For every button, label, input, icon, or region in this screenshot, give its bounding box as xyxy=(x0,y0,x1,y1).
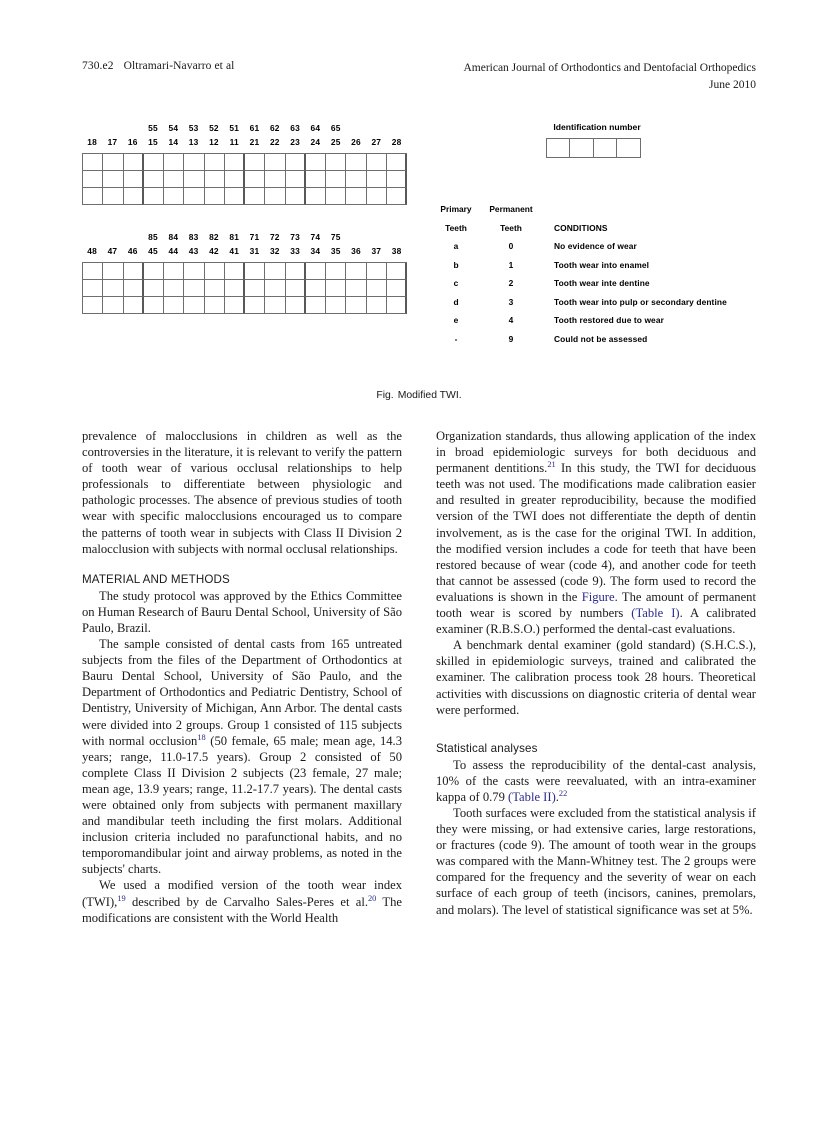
upper-grid-cell[interactable] xyxy=(265,188,285,205)
conditions-row xyxy=(430,260,756,279)
upper-grid-cell[interactable] xyxy=(286,188,306,205)
upper-primary-tooth-8: 61 xyxy=(249,123,260,133)
lower-primary-tooth-8: 71 xyxy=(249,232,260,242)
condition-primary-code: a xyxy=(453,241,459,251)
identification-number-box[interactable] xyxy=(617,139,641,158)
condition-description: Tooth restored due to wear xyxy=(554,315,664,325)
lower-grid-cell[interactable] xyxy=(103,263,123,280)
lower-grid-cell[interactable] xyxy=(265,280,285,297)
condition-permanent-code: 2 xyxy=(508,278,514,288)
lower-grid-row xyxy=(83,280,407,297)
upper-grid-cell[interactable] xyxy=(103,171,123,188)
upper-permanent-tooth-10: 23 xyxy=(290,137,300,147)
lower-grid-cell[interactable] xyxy=(286,263,306,280)
lower-grid-cell[interactable] xyxy=(164,297,184,314)
upper-grid-cell[interactable] xyxy=(387,188,407,205)
lower-grid-cell[interactable] xyxy=(205,280,225,297)
upper-grid-row xyxy=(83,188,407,205)
upper-grid-row xyxy=(83,171,407,188)
upper-grid-cell[interactable] xyxy=(184,154,204,171)
upper-grid-cell[interactable] xyxy=(124,188,144,205)
conditions-row xyxy=(430,241,756,260)
figure-caption-label: Fig. xyxy=(376,390,394,401)
conditions-rows xyxy=(430,241,756,352)
upper-grid-cell[interactable] xyxy=(387,154,407,171)
conditions-table xyxy=(430,204,756,352)
lower-grid-row xyxy=(83,263,407,280)
lower-permanent-tooth-1: 47 xyxy=(107,246,118,256)
upper-primary-tooth-4: 54 xyxy=(168,123,179,133)
upper-permanent-tooth-8: 21 xyxy=(249,137,260,147)
upper-grid-cell[interactable] xyxy=(286,154,306,171)
condition-primary-code: e xyxy=(453,315,459,325)
upper-grid-cell[interactable] xyxy=(265,171,285,188)
lower-grid-cell[interactable] xyxy=(103,297,123,314)
lower-primary-tooth-15 xyxy=(386,231,406,244)
lower-primary-tooth-0 xyxy=(82,231,102,244)
para-tooth-surfaces: Tooth surfaces were excluded from the statistical analysis if they were missing, or had extensive caries, large restorations, or fractures (code 9). The amount of tooth wear in the groups was compared with the Mann-Whitney test. The 2 groups were compared for the frequency and the severity of wear on each surface of each group of teeth (incisors, canines, premolars, and molars). The level of statistical significance was set at 5%. xyxy=(436,805,756,917)
figure-caption-text: Modified TWI. xyxy=(397,390,462,401)
upper-grid-cell[interactable] xyxy=(346,171,366,188)
conditions-row xyxy=(430,315,756,334)
upper-grid-cell[interactable] xyxy=(205,188,225,205)
lower-primary-tooth-2 xyxy=(123,231,143,244)
running-head-left xyxy=(82,60,234,72)
para-twi-text-b: described by de Carvalho Sales-Peres et al. xyxy=(125,894,368,909)
upper-grid-cell[interactable] xyxy=(326,171,346,188)
lower-grid-cell[interactable] xyxy=(245,280,265,297)
upper-grid-cell[interactable] xyxy=(225,188,245,205)
lower-primary-tooth-5: 83 xyxy=(188,232,199,242)
permanent-header-line1: Permanent xyxy=(489,204,533,214)
upper-grid-cell[interactable] xyxy=(144,171,164,188)
upper-permanent-tooth-0: 18 xyxy=(87,137,97,147)
citation-18[interactable]: 18 xyxy=(197,732,206,742)
upper-permanent-tooth-9: 22 xyxy=(269,137,280,147)
lower-grid-cell[interactable] xyxy=(124,297,144,314)
conditions-header-row-2 xyxy=(430,223,756,242)
upper-grid-cell[interactable] xyxy=(245,154,265,171)
charts-spacer xyxy=(82,205,407,231)
para-study-protocol: The study protocol was approved by the Ethics Committee on Human Research of Bauru Dental School, University of São Paulo, Brazil. xyxy=(82,588,402,635)
conditions-row xyxy=(430,278,756,297)
upper-permanent-tooth-6: 12 xyxy=(209,137,219,147)
upper-primary-tooth-6: 52 xyxy=(209,123,219,133)
upper-permanent-tooth-1: 17 xyxy=(107,137,118,147)
lower-grid-cell[interactable] xyxy=(225,297,245,314)
para-reproducibility xyxy=(436,757,756,805)
lower-primary-tooth-3: 85 xyxy=(148,232,158,242)
para-twi-text-a: We used a modified version of the tooth wear index (TWI), xyxy=(82,878,402,909)
upper-permanent-tooth-12: 25 xyxy=(330,137,341,147)
lower-grid-cell[interactable] xyxy=(265,263,285,280)
para-repro-text-b: . xyxy=(555,789,559,804)
para-repro-text-a: To assess the reproducibility of the dental-cast analysis, 10% of the casts were reevaluated, with an intra-examiner kappa of 0.79 xyxy=(436,757,756,804)
upper-permanent-teeth-labels xyxy=(82,136,407,149)
lower-permanent-tooth-0: 48 xyxy=(87,246,97,256)
upper-grid-cell[interactable] xyxy=(225,154,245,171)
lower-grid-cell[interactable] xyxy=(387,280,407,297)
lower-permanent-tooth-2: 46 xyxy=(127,246,138,256)
lower-grid-cell[interactable] xyxy=(124,280,144,297)
upper-grid-cell[interactable] xyxy=(245,171,265,188)
lower-permanent-tooth-12: 35 xyxy=(330,246,341,256)
lower-permanent-tooth-3: 45 xyxy=(148,246,158,256)
upper-primary-tooth-1 xyxy=(102,122,122,135)
upper-primary-tooth-14 xyxy=(366,122,386,135)
tooth-charts xyxy=(82,122,407,314)
lower-permanent-tooth-6: 42 xyxy=(209,246,219,256)
upper-grid-cell[interactable] xyxy=(184,171,204,188)
upper-grid-cell[interactable] xyxy=(367,154,387,171)
lower-permanent-tooth-13: 36 xyxy=(351,246,361,256)
upper-grid-cell[interactable] xyxy=(326,154,346,171)
lower-grid-cell[interactable] xyxy=(367,280,387,297)
para-organization xyxy=(436,428,756,637)
lower-grid-cell[interactable] xyxy=(387,263,407,280)
para-org-text-c: . The amount of permanent tooth wear is scored by numbers xyxy=(436,589,756,621)
condition-primary-code: b xyxy=(453,259,459,270)
lower-primary-tooth-11: 74 xyxy=(310,232,321,242)
lower-permanent-tooth-14: 37 xyxy=(371,246,382,256)
condition-permanent-code: 9 xyxy=(508,333,514,344)
condition-description: No evidence of wear xyxy=(554,241,637,251)
lower-grid-cell[interactable] xyxy=(225,263,245,280)
upper-grid-cell[interactable] xyxy=(103,154,123,171)
lower-grid-cell[interactable] xyxy=(367,297,387,314)
left-column xyxy=(82,428,402,926)
figure-right-panel xyxy=(430,122,756,344)
upper-grid-cell[interactable] xyxy=(265,154,285,171)
upper-grid-cell[interactable] xyxy=(286,171,306,188)
lower-grid-cell[interactable] xyxy=(205,263,225,280)
condition-permanent-code: 3 xyxy=(508,296,514,307)
heading-statistical-analyses: Statistical analyses xyxy=(436,741,538,755)
link-table-1[interactable]: (Table I) xyxy=(631,606,680,621)
lower-permanent-teeth-labels xyxy=(82,245,407,258)
lower-grid-cell[interactable] xyxy=(286,297,306,314)
upper-grid-cell[interactable] xyxy=(367,188,387,205)
lower-grid-cell[interactable] xyxy=(144,280,164,297)
upper-grid-cell[interactable] xyxy=(205,171,225,188)
lower-grid-cell[interactable] xyxy=(346,297,366,314)
para-org-text-b: In this study, the TWI for deciduous teeth was not used. The modifications made calibration easier and resulted in greater reproducibility, because the modified version of the TWI does not differentiate the depth of dentin involvement, as is the case for the original TWI. In addition, the modified version includes a code for teeth that have been restored because of wear (code 4), and another code for teeth that cannot be assessed (code 9). The form used to record the evaluations is shown in the xyxy=(436,461,756,604)
running-head xyxy=(82,60,756,100)
upper-permanent-tooth-4: 14 xyxy=(168,137,179,147)
upper-grid-cell[interactable] xyxy=(184,188,204,205)
permanent-header-line2: Teeth xyxy=(500,222,522,233)
identification-number-box[interactable] xyxy=(570,139,594,158)
link-figure[interactable]: Figure xyxy=(581,589,615,604)
conditions-header-row-1 xyxy=(430,204,756,223)
para-org-text-a: Organization standards, thus allowing application of the index in broad epidemiologic surveys for both deciduous and permanent dentitions. xyxy=(436,429,756,476)
upper-tooth-grid[interactable] xyxy=(82,153,407,205)
condition-description: Tooth wear into enamel xyxy=(554,259,650,270)
lower-permanent-tooth-7: 41 xyxy=(229,246,240,256)
upper-grid-cell[interactable] xyxy=(326,188,346,205)
identification-number-box[interactable] xyxy=(547,139,571,158)
lower-permanent-tooth-10: 33 xyxy=(290,246,300,256)
lower-primary-tooth-12: 75 xyxy=(330,232,341,242)
upper-grid-cell[interactable] xyxy=(387,171,407,188)
upper-grid-cell[interactable] xyxy=(306,171,326,188)
lower-primary-teeth-labels xyxy=(82,231,407,244)
upper-grid-cell[interactable] xyxy=(245,188,265,205)
upper-primary-tooth-11: 64 xyxy=(310,123,321,133)
running-head-authors: Oltramari-Navarro et al xyxy=(123,60,235,72)
upper-permanent-tooth-13: 26 xyxy=(351,137,361,147)
lower-grid-row xyxy=(83,297,407,314)
upper-primary-tooth-12: 65 xyxy=(330,123,341,133)
upper-primary-tooth-15 xyxy=(386,122,406,135)
identification-number-label: Identification number xyxy=(553,122,641,132)
upper-grid-cell[interactable] xyxy=(83,171,103,188)
upper-primary-tooth-7: 51 xyxy=(229,123,240,133)
condition-description: Tooth wear into pulp or secondary dentine xyxy=(554,296,727,307)
lower-grid-cell[interactable] xyxy=(367,263,387,280)
citation-21[interactable]: 21 xyxy=(547,460,556,469)
para-twi xyxy=(82,877,402,925)
lower-grid-cell[interactable] xyxy=(326,280,346,297)
lower-grid-cell[interactable] xyxy=(306,297,326,314)
condition-permanent-code: 4 xyxy=(508,315,514,325)
lower-grid-cell[interactable] xyxy=(103,280,123,297)
lower-grid-cell[interactable] xyxy=(184,280,204,297)
lower-grid-cell[interactable] xyxy=(326,263,346,280)
lower-grid-cell[interactable] xyxy=(124,263,144,280)
identification-number-box[interactable] xyxy=(594,139,618,158)
figure-modified-twi xyxy=(82,122,756,401)
lower-grid-cell[interactable] xyxy=(346,263,366,280)
para-sample xyxy=(82,636,402,877)
lower-grid-cell[interactable] xyxy=(144,297,164,314)
upper-permanent-tooth-5: 13 xyxy=(188,137,199,147)
lower-tooth-grid[interactable] xyxy=(82,262,407,314)
upper-grid-cell[interactable] xyxy=(225,171,245,188)
lower-grid-cell[interactable] xyxy=(245,263,265,280)
upper-grid-cell[interactable] xyxy=(164,154,184,171)
upper-permanent-tooth-14: 27 xyxy=(371,137,382,147)
citation-19[interactable]: 19 xyxy=(117,893,126,903)
condition-permanent-code: 1 xyxy=(508,259,514,270)
upper-grid-cell[interactable] xyxy=(144,188,164,205)
lower-grid-cell[interactable] xyxy=(184,297,204,314)
lower-primary-tooth-1 xyxy=(102,231,122,244)
primary-header-line1: Primary xyxy=(440,204,472,214)
upper-grid-cell[interactable] xyxy=(124,154,144,171)
link-table-2[interactable]: (Table II) xyxy=(508,789,556,804)
condition-description: Tooth wear inte dentine xyxy=(554,278,650,288)
lower-primary-tooth-14 xyxy=(366,231,386,244)
upper-primary-tooth-3: 55 xyxy=(148,123,158,133)
conditions-row xyxy=(430,334,756,353)
para-sample-text-b: (50 female, 65 male; mean age, 14.3 years; range, 11.0-17.5 years). Group 2 consisted of 50 complete Class II Division 2 subjects (23 female, 27 male; mean age, 13.9 years; range, 11.2-17.7 years). The dental casts were obtained only from subjects with permanent maxillary and mandibular teeth including the first molars. Additional inclusion criteria included no parafunctional habits, and no temporomandibular joint and airway problems, as noted in the subjects' charts. xyxy=(82,733,402,877)
upper-grid-cell[interactable] xyxy=(164,188,184,205)
figure-caption xyxy=(82,390,756,401)
lower-grid-cell[interactable] xyxy=(205,297,225,314)
upper-grid-cell[interactable] xyxy=(164,171,184,188)
upper-grid-cell[interactable] xyxy=(144,154,164,171)
upper-primary-tooth-9: 62 xyxy=(269,123,280,133)
lower-primary-tooth-4: 84 xyxy=(168,232,179,242)
lower-grid-cell[interactable] xyxy=(346,280,366,297)
lower-grid-cell[interactable] xyxy=(286,280,306,297)
running-head-right xyxy=(463,60,756,94)
upper-grid-cell[interactable] xyxy=(205,154,225,171)
lower-primary-tooth-13 xyxy=(346,231,366,244)
body-columns xyxy=(82,428,756,926)
upper-grid-cell[interactable] xyxy=(346,188,366,205)
upper-primary-teeth-labels xyxy=(82,122,407,135)
lower-permanent-tooth-11: 34 xyxy=(310,246,321,256)
citation-20[interactable]: 20 xyxy=(367,893,377,903)
lower-grid-cell[interactable] xyxy=(387,297,407,314)
para-sample-text-a: The sample consisted of dental casts from 165 untreated subjects from the files of the Department of Orthodontics at Bauru Dental School, University of São Paulo, and the Department of Orthodontics and Pediatric Dentistry, School of Dentistry, University of Michigan, Ann Arbor. The dental casts were divided into 2 groups. Group 1 consisted of 115 subjects with normal occlusion xyxy=(82,637,402,748)
para-org-text-d: . A calibrated examiner (R.B.S.O.) performed the dental-cast evaluations. xyxy=(436,606,756,637)
lower-grid-cell[interactable] xyxy=(83,280,103,297)
journal-title: American Journal of Orthodontics and Dentofacial Orthopedics xyxy=(463,62,756,74)
condition-primary-code: d xyxy=(453,296,459,307)
lower-primary-tooth-6: 82 xyxy=(209,232,219,242)
upper-primary-tooth-2 xyxy=(123,122,143,135)
primary-header-line2: Teeth xyxy=(445,222,467,233)
upper-grid-row xyxy=(83,154,407,171)
lower-grid-cell[interactable] xyxy=(83,297,103,314)
right-column xyxy=(436,428,756,926)
lower-grid-cell[interactable] xyxy=(164,280,184,297)
page-folio: 730.e2 xyxy=(82,60,114,72)
upper-grid-cell[interactable] xyxy=(83,154,103,171)
upper-permanent-tooth-15: 28 xyxy=(391,137,402,147)
upper-permanent-tooth-3: 15 xyxy=(148,137,158,147)
upper-primary-tooth-10: 63 xyxy=(290,123,300,133)
condition-permanent-code: 0 xyxy=(508,241,514,251)
conditions-header-label: CONDITIONS xyxy=(554,222,608,233)
lower-grid-cell[interactable] xyxy=(265,297,285,314)
lower-grid-cell[interactable] xyxy=(306,263,326,280)
upper-grid-cell[interactable] xyxy=(306,154,326,171)
lower-grid-cell[interactable] xyxy=(225,280,245,297)
para-twi-text-c: The modifications are consistent with the World Health xyxy=(82,894,402,925)
lower-grid-cell[interactable] xyxy=(326,297,346,314)
condition-primary-code: c xyxy=(453,278,459,288)
issue-date: June 2010 xyxy=(709,79,756,91)
lower-grid-cell[interactable] xyxy=(184,263,204,280)
para-benchmark: A benchmark dental examiner (gold standard) (S.H.C.S.), skilled in epidemiologic surveys, trained and calibrated the examiner. The calibration process took 28 hours. Theoretical activities with discussions on diagnostic criteria of dental wear were performed. xyxy=(436,638,756,717)
lower-primary-tooth-9: 72 xyxy=(269,232,280,242)
upper-permanent-tooth-2: 16 xyxy=(127,137,138,147)
condition-description: Could not be assessed xyxy=(554,333,648,344)
upper-permanent-tooth-7: 11 xyxy=(229,137,239,147)
upper-grid-cell[interactable] xyxy=(103,188,123,205)
lower-primary-tooth-10: 73 xyxy=(290,232,300,242)
condition-primary-code: - xyxy=(454,333,458,344)
identification-number-boxes[interactable] xyxy=(546,138,641,158)
upper-primary-tooth-0 xyxy=(82,122,102,135)
upper-primary-tooth-13 xyxy=(346,122,366,135)
upper-grid-cell[interactable] xyxy=(367,171,387,188)
lower-grid-cell[interactable] xyxy=(164,263,184,280)
lower-permanent-tooth-15: 38 xyxy=(391,246,402,256)
upper-grid-cell[interactable] xyxy=(124,171,144,188)
lower-permanent-tooth-9: 32 xyxy=(269,246,280,256)
heading-material-and-methods: MATERIAL AND METHODS xyxy=(82,572,230,586)
lower-permanent-tooth-5: 43 xyxy=(188,246,199,256)
lower-grid-cell[interactable] xyxy=(83,263,103,280)
upper-primary-tooth-5: 53 xyxy=(188,123,199,133)
conditions-row xyxy=(430,297,756,316)
lower-primary-tooth-7: 81 xyxy=(229,232,240,242)
lower-grid-cell[interactable] xyxy=(144,263,164,280)
figure-body xyxy=(82,122,756,372)
lower-grid-cell[interactable] xyxy=(245,297,265,314)
upper-grid-cell[interactable] xyxy=(83,188,103,205)
upper-grid-cell[interactable] xyxy=(306,188,326,205)
upper-grid-cell[interactable] xyxy=(346,154,366,171)
para-prevalence: prevalence of malocclusions in children as well as the controversies in the literature, it is relevant to verify the pattern of tooth wear of various occlusal relationships to help professionals to differentiate between physiologic and pathologic processes. The absence of previous studies of tooth wear with specific malocclusions encouraged us to compare the patterns of tooth wear in subjects with Class II Division 2 malocclusion with subjects with normal occlusal relationships. xyxy=(82,429,402,556)
upper-permanent-tooth-11: 24 xyxy=(310,137,321,147)
lower-permanent-tooth-8: 31 xyxy=(249,246,260,256)
citation-22[interactable]: 22 xyxy=(558,788,568,798)
lower-grid-cell[interactable] xyxy=(306,280,326,297)
lower-permanent-tooth-4: 44 xyxy=(168,246,179,256)
